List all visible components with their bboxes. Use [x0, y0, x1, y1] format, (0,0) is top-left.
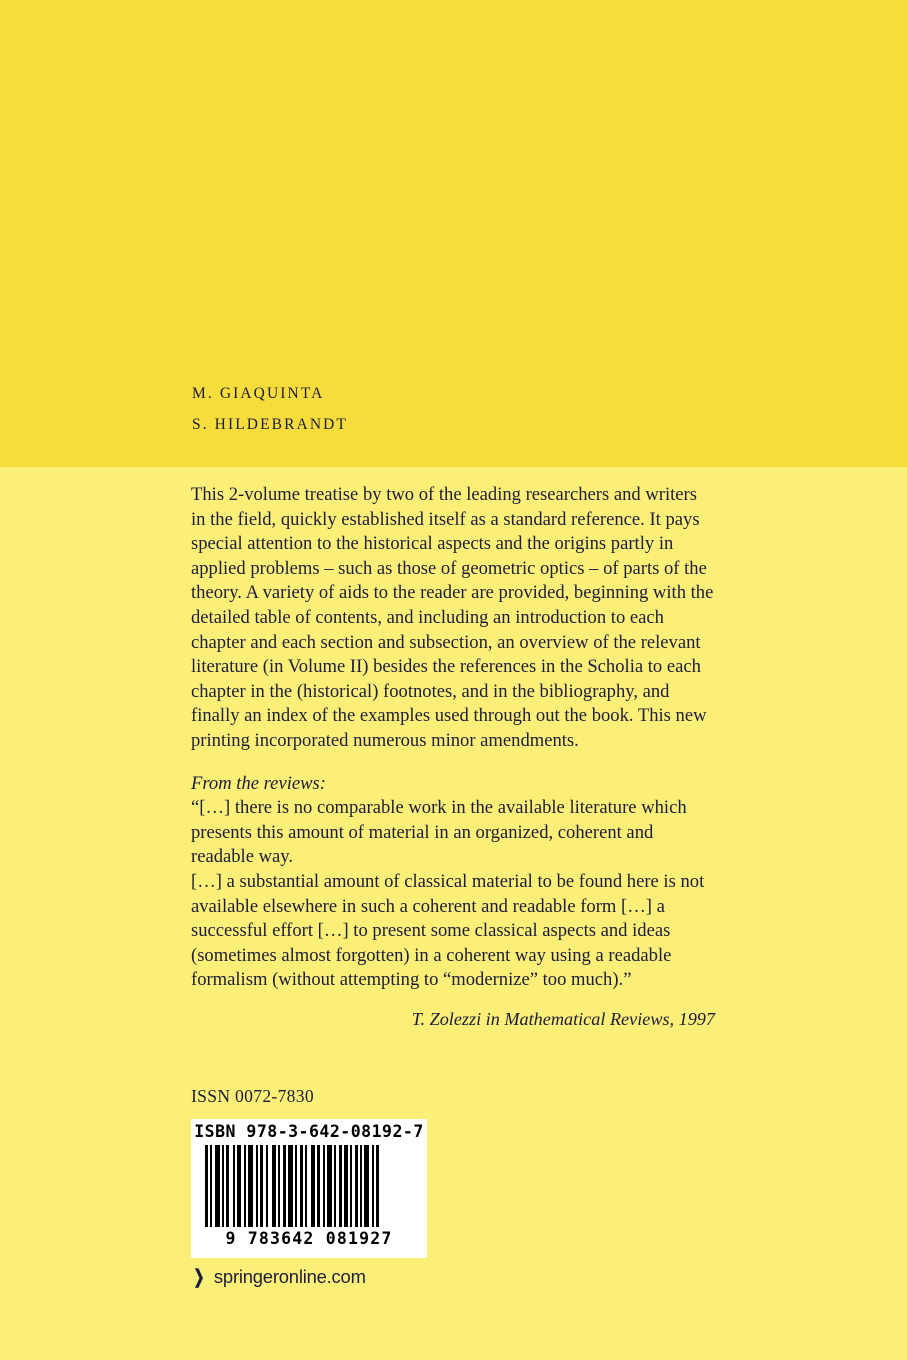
springer-chevron-icon: ❯ [193, 1267, 205, 1288]
author-name-1: M. GIAQUINTA [192, 385, 325, 402]
review-quote-2: […] a substantial amount of classical material to be found here is not available elsewhere in such a coherent and readable form […] a successful effort […] to present some classical aspects and ideas (sometimes almost forgotten) in a coherent way using a readable formalism (without attempting to “modernize” too much).” [191, 870, 705, 991]
barcode [191, 1119, 427, 1258]
review-attribution: T. Zolezzi in Mathematical Reviews, 1997 [411, 1008, 715, 1029]
author-name-2: S. HILDEBRANDT [192, 416, 348, 433]
ean-number: 9 783642 081927 [225, 1229, 393, 1248]
author-block [192, 378, 712, 440]
blurb-main-paragraph: This 2-volume treatise by two of the leading researchers and writers in the field, quickly established itself as a standard reference. It pays special attention to the historical aspects and the origins partly in applied problems – such as those of geometric optics – of parts of the theory. A variety of aids to the reader are provided, beginning with the detailed table of contents, and including an introduction to each chapter and each section and subsection, an overview of the relevant literature (in Volume II) besides the references in the Scholia to each chapter in the (historical) footnotes, and in the bibliography, and finally an index of the examples used through out the book. This new printing incorporated numerous minor amendments. [191, 484, 714, 751]
reviews-heading: From the reviews: [191, 772, 326, 794]
publisher-logo [191, 1266, 366, 1289]
issn-text: ISSN 0072-7830 [191, 1086, 314, 1106]
isbn-label: ISBN 978-3-642-08192-7 [194, 1122, 424, 1141]
review-quote-1: “[…] there is no comparable work in the available literature which presents this amount of material in an organized, coherent and readable way. [191, 797, 687, 868]
blurb-block [191, 483, 715, 1031]
barcode-bars [205, 1145, 413, 1227]
publisher-url: springeronline.com [213, 1266, 366, 1287]
